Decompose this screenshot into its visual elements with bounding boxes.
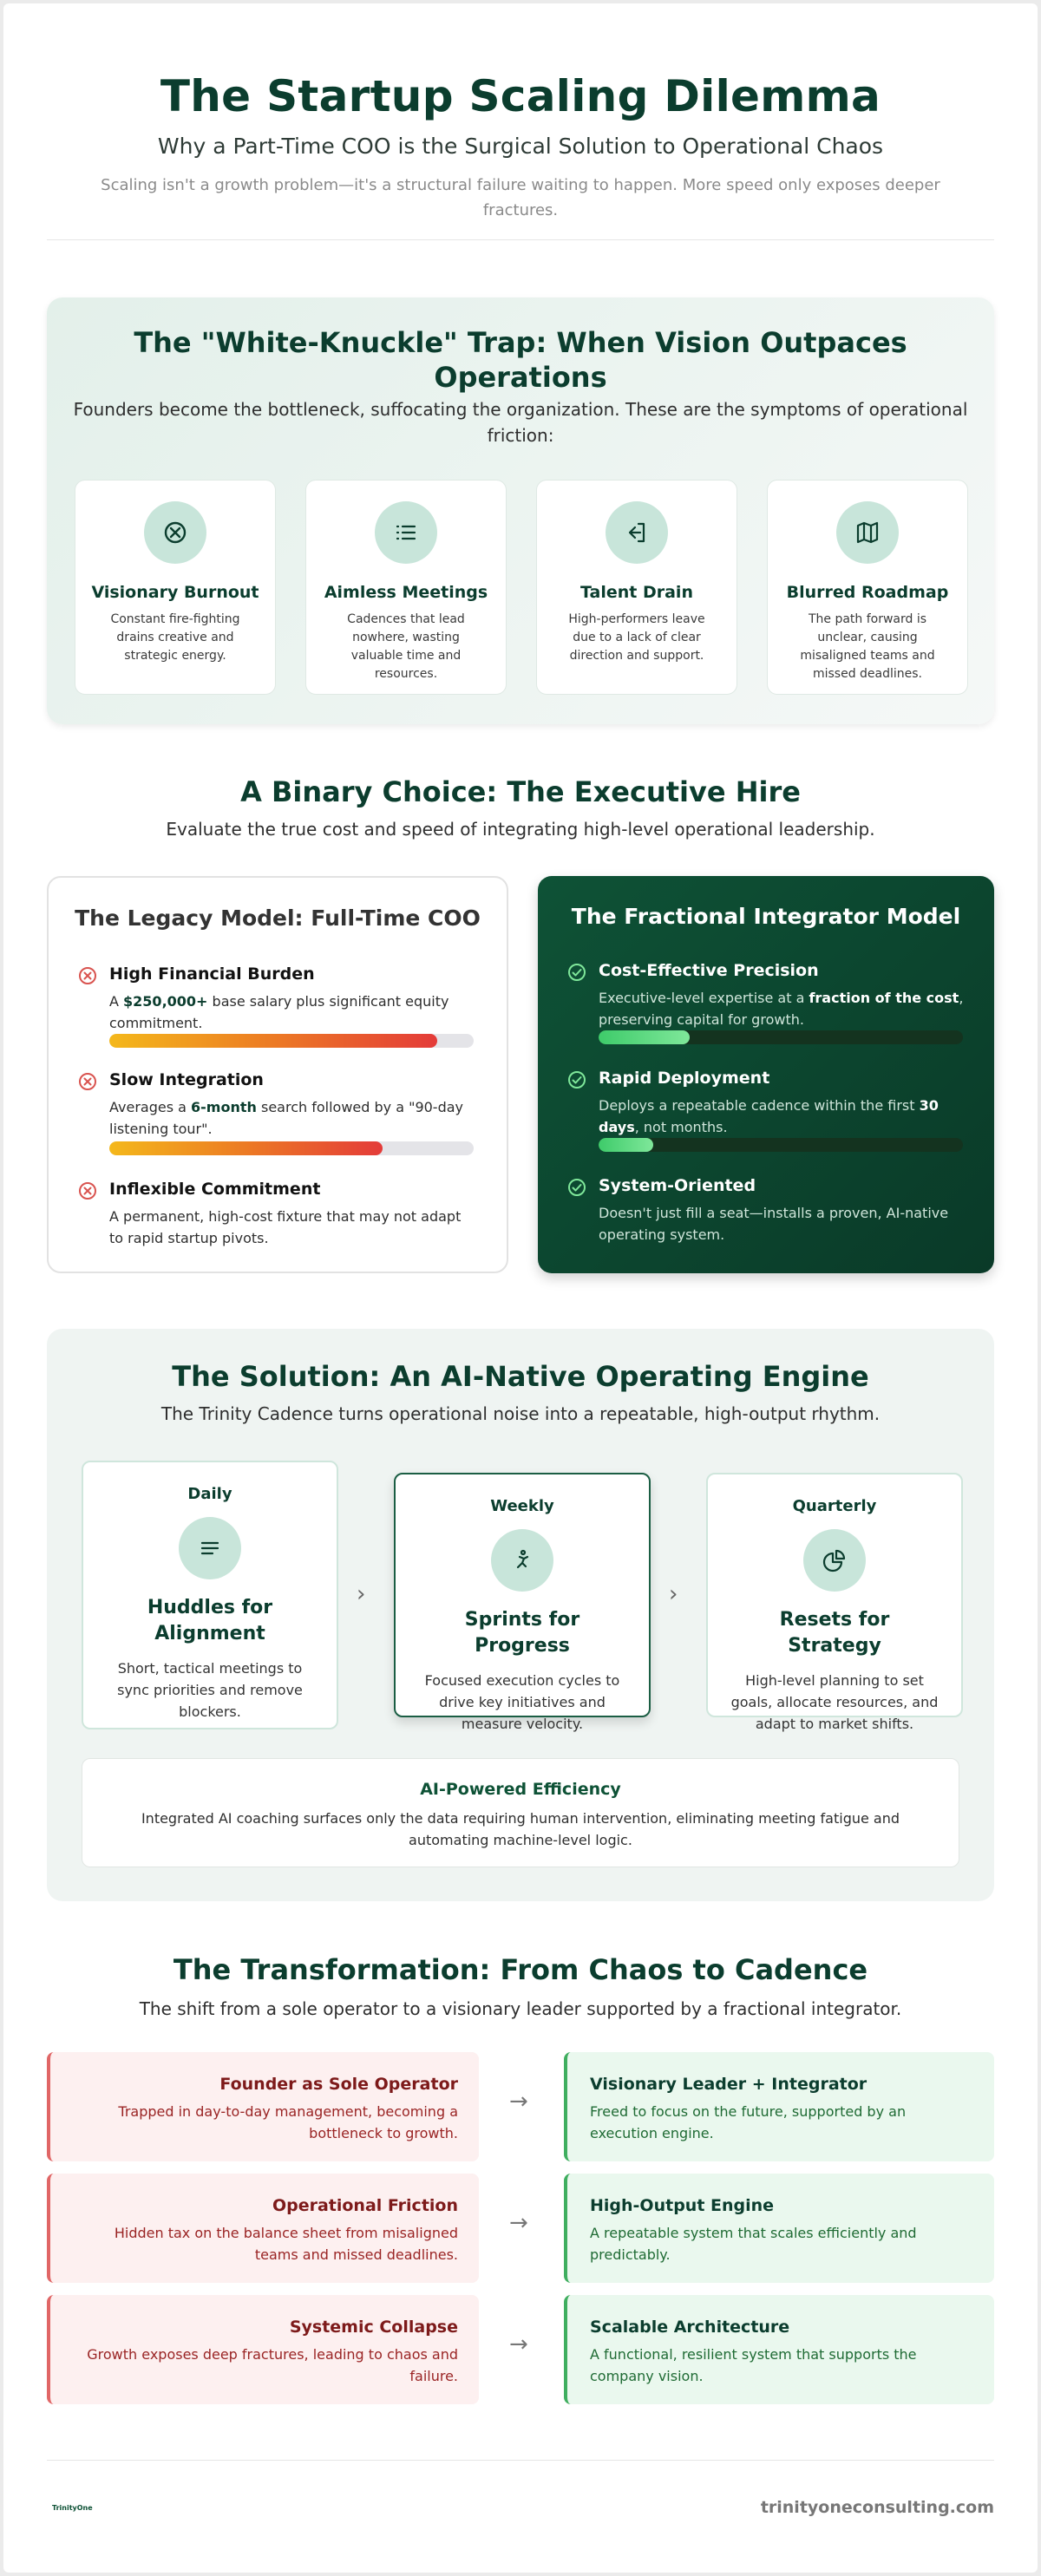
after-title: Scalable Architecture — [590, 2318, 790, 2337]
divider — [47, 239, 994, 240]
symptom-title: Blurred Roadmap — [786, 583, 949, 602]
before-title: Founder as Sole Operator — [219, 2075, 458, 2094]
page — [3, 3, 1038, 2573]
symptom-card — [536, 480, 737, 695]
cadence-frequency: Daily — [187, 1485, 232, 1503]
transform-subtitle: The shift from a sole operator to a visionary leader supported by a fractional integrator. — [139, 1998, 902, 2019]
x-circle-icon — [78, 1181, 97, 1200]
legacy-item — [78, 1070, 477, 1140]
symptom-title: Aimless Meetings — [324, 583, 488, 602]
footer-divider — [47, 2460, 994, 2461]
cadence-card-daily — [82, 1461, 338, 1729]
check-circle-icon — [567, 1178, 586, 1197]
trap-title: The "White-Knuckle" Trap: When Vision Outpaces Operations — [134, 326, 907, 394]
cost-bar — [599, 1030, 963, 1044]
cadence-text: Short, tactical meetings to sync priorities and remove blockers. — [117, 1660, 303, 1720]
map-icon — [836, 501, 899, 564]
fractional-item — [567, 961, 966, 1030]
ai-title: AI-Powered Efficiency — [420, 1780, 621, 1799]
footer-logo[interactable]: TrinityOne — [52, 2504, 93, 2512]
engine-title: The Solution: An AI-Native Operating Engine — [172, 1360, 869, 1393]
ai-efficiency-card — [82, 1758, 959, 1867]
trap-lead: Founders become the bottleneck, suffocating the organization. These are the symptoms of operational friction: — [73, 399, 968, 446]
symptom-card — [767, 480, 968, 695]
transform-title: The Transformation: From Chaos to Cadence — [173, 1953, 868, 1986]
before-title: Systemic Collapse — [289, 2318, 458, 2337]
footer-url-link[interactable]: trinityoneconsulting.com — [760, 2498, 994, 2517]
legacy-item-text: Averages a 6-month search followed by a "90-day listening tour". — [109, 1099, 464, 1137]
legacy-model-card — [47, 876, 508, 1273]
cadence-text: Focused execution cycles to drive key initiatives and measure velocity. — [424, 1672, 620, 1732]
transform-row — [47, 2052, 994, 2161]
legacy-item-title: High Financial Burden — [109, 964, 315, 984]
trap-section — [47, 297, 994, 724]
x-circle-icon — [78, 1072, 97, 1091]
before-text: Hidden tax on the balance sheet from misaligned teams and missed deadlines. — [114, 2225, 458, 2263]
fractional-item-text: Deploys a repeatable cadence within the first 30 days, not months. — [599, 1097, 939, 1135]
transform-row — [47, 2295, 994, 2404]
burnout-x-icon — [144, 501, 206, 564]
legacy-item-text: A permanent, high-cost fixture that may not adapt to rapid startup pivots. — [109, 1208, 462, 1246]
before-text: Growth exposes deep fractures, leading to chaos and failure. — [87, 2346, 458, 2384]
symptom-card — [305, 480, 507, 695]
legacy-item-title: Inflexible Commitment — [109, 1180, 321, 1199]
choice-subtitle: Evaluate the true cost and speed of integrating high-level operational leadership. — [166, 819, 875, 840]
symptom-card — [75, 480, 276, 695]
legacy-item — [78, 964, 477, 1034]
time-bar — [599, 1138, 963, 1152]
legacy-item-title: Slow Integration — [109, 1070, 264, 1089]
after-text: A repeatable system that scales efficiently and predictably. — [590, 2225, 917, 2263]
fractional-item-title: Cost-Effective Precision — [599, 961, 819, 980]
page-description: Scaling isn't a growth problem—it's a structural failure waiting to happen. More speed only exposes deeper fractures. — [101, 176, 940, 219]
fractional-item-title: Rapid Deployment — [599, 1069, 770, 1088]
cadence-text: High-level planning to set goals, allocate resources, and adapt to market shifts. — [730, 1672, 939, 1732]
arrow-right-icon: → — [509, 2089, 528, 2115]
x-circle-icon — [78, 966, 97, 985]
after-card — [564, 2174, 994, 2283]
cadence-frequency: Weekly — [490, 1497, 554, 1515]
fractional-item-title: System-Oriented — [599, 1176, 756, 1195]
legacy-item — [78, 1180, 477, 1249]
fractional-item — [567, 1176, 966, 1246]
fractional-item-text: Doesn't just fill a seat—installs a proven, AI-native operating system. — [599, 1205, 949, 1243]
after-card — [564, 2052, 994, 2161]
fractional-item — [567, 1069, 966, 1138]
page-subtitle: Why a Part-Time COO is the Surgical Solution to Operational Chaos — [157, 134, 884, 159]
transform-row — [47, 2174, 994, 2283]
sprint-icon — [491, 1529, 553, 1592]
cost-bar — [109, 1034, 474, 1048]
after-title: High-Output Engine — [590, 2196, 775, 2215]
time-bar — [109, 1141, 474, 1155]
page-title: The Startup Scaling Dilemma — [160, 71, 881, 121]
list-icon — [375, 501, 437, 564]
legacy-title: The Legacy Model: Full-Time COO — [75, 906, 481, 931]
choice-title: A Binary Choice: The Executive Hire — [240, 775, 801, 808]
before-title: Operational Friction — [272, 2196, 458, 2215]
symptom-text: Constant fire-fighting drains creative and strategic energy. — [110, 612, 240, 663]
arrow-right-icon: → — [509, 2210, 528, 2236]
symptom-title: Talent Drain — [580, 583, 693, 602]
symptom-text: High-performers leave due to a lack of clear direction and support. — [568, 612, 705, 663]
fractional-title: The Fractional Integrator Model — [571, 904, 961, 929]
after-text: A functional, resilient system that supports the company vision. — [590, 2346, 917, 2384]
cadence-title: Resets for Strategy — [779, 1609, 890, 1657]
chevron-right-icon: › — [669, 1581, 678, 1607]
before-card — [47, 2295, 479, 2404]
engine-lead: The Trinity Cadence turns operational noise into a repeatable, high-output rhythm. — [160, 1403, 881, 1424]
chevron-right-icon: › — [357, 1581, 366, 1607]
check-circle-icon — [567, 963, 586, 982]
check-circle-icon — [567, 1070, 586, 1089]
cadence-card-weekly — [394, 1473, 651, 1732]
cadence-title: Sprints for Progress — [464, 1609, 580, 1657]
before-card — [47, 2052, 479, 2161]
engine-section — [47, 1329, 994, 1901]
before-text: Trapped in day-to-day management, becoming a bottleneck to growth. — [118, 2103, 458, 2141]
fractional-item-text: Executive-level expertise at a fraction of the cost, preserving capital for growth. — [599, 990, 964, 1028]
cadence-card-quarterly — [706, 1473, 963, 1732]
after-text: Freed to focus on the future, supported by an execution engine. — [590, 2103, 907, 2141]
hero — [47, 71, 994, 223]
pie-chart-icon — [803, 1529, 866, 1592]
exit-door-icon — [606, 501, 668, 564]
legacy-item-text: A $250,000+ base salary plus significant equity commitment. — [109, 993, 449, 1031]
after-card — [564, 2295, 994, 2404]
cadence-title: Huddles for Alignment — [147, 1597, 273, 1644]
symptom-text: Cadences that lead nowhere, wasting valuable time and resources. — [347, 612, 465, 681]
symptom-title: Visionary Burnout — [91, 583, 259, 602]
cadence-frequency: Quarterly — [792, 1497, 877, 1515]
menu-lines-icon — [179, 1517, 241, 1579]
symptom-text: The path forward is unclear, causing misaligned teams and missed deadlines. — [800, 612, 935, 681]
ai-text: Integrated AI coaching surfaces only the data requiring human intervention, eliminating meeting fatigue and automating machine-level logic. — [141, 1810, 900, 1848]
before-card — [47, 2174, 479, 2283]
arrow-right-icon: → — [509, 2331, 528, 2357]
after-title: Visionary Leader + Integrator — [590, 2075, 868, 2094]
fractional-model-card — [538, 876, 994, 1273]
